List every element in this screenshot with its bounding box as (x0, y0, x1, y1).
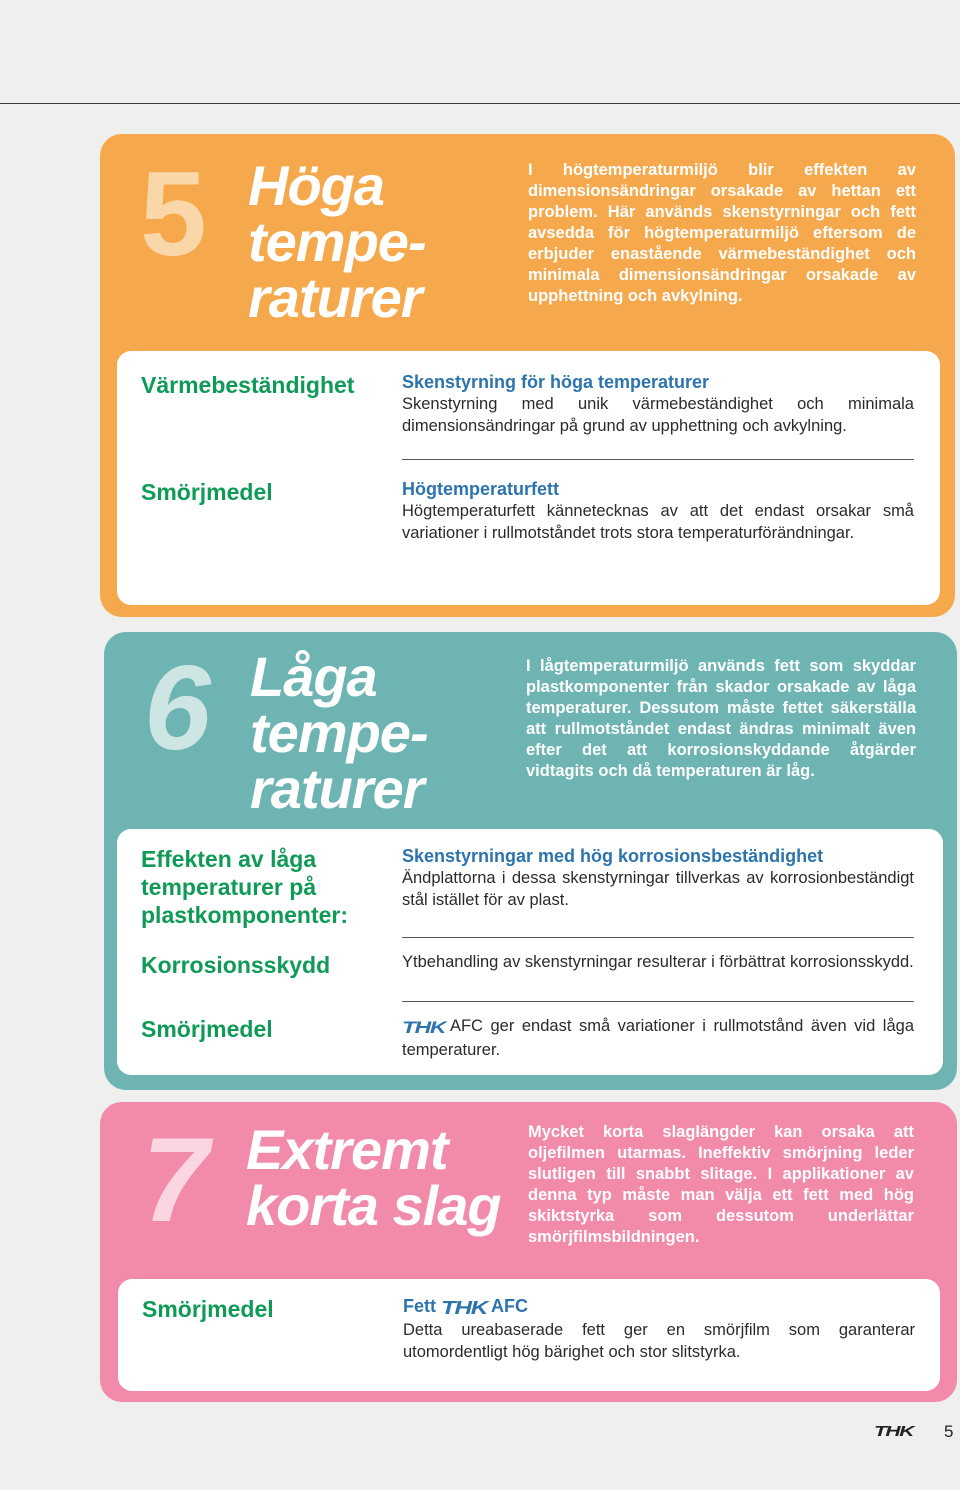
title-line: raturer (250, 757, 424, 820)
heading-post: AFC (491, 1296, 529, 1316)
row-text (402, 1015, 914, 1061)
thk-logo-icon: THK (441, 1298, 487, 1318)
heading-pre: Fett (403, 1296, 436, 1316)
row-text: Ändplattorna i dessa skenstyrningar tillverkas av korrosionbeständigt stål istället för av plast. (402, 869, 914, 909)
row-heading: Skenstyrningar med hög korrosionsbeständighet (402, 846, 824, 866)
divider (402, 459, 914, 460)
row-label: Effekten av låga temperaturer på plastkomponenter: (141, 846, 349, 928)
section-extremely-short-strokes (100, 1102, 957, 1402)
divider (402, 937, 914, 938)
title-line: Höga (248, 154, 384, 217)
divider (402, 1001, 914, 1002)
section-number: 5 (140, 147, 203, 281)
row-label: Smörjmedel (141, 1016, 273, 1042)
title-line: tempe- (248, 210, 426, 273)
row-label: Smörjmedel (141, 479, 273, 505)
row-body (402, 371, 914, 437)
info-card (117, 351, 940, 605)
row-body (402, 1015, 914, 1061)
row-body (402, 951, 914, 973)
title-line: Låga (250, 645, 377, 708)
section-intro: Mycket korta slaglängder kan orsaka att oljefilmen utarmas. Ineffektiv smörjning leder slutligen till snabbt slitage. I applikationer av denna typ måste man välja ett fett med hög skiktstyrka som dessutom underlättar smörjfilmsbildningen. (528, 1123, 914, 1246)
section-title (246, 1118, 501, 1237)
row-body (403, 1295, 915, 1363)
title-line: korta slag (246, 1174, 501, 1237)
row-text: Detta ureabaserade fett ger en smörjfilm som garanterar utomordentligt hög bärighet och stor slitstyrka. (403, 1321, 915, 1361)
section-title (248, 154, 426, 329)
row-label: Korrosionsskydd (141, 952, 331, 978)
section-low-temperatures (104, 632, 957, 1090)
row-heading: Skenstyrning för höga temperaturer (402, 372, 710, 392)
info-card (117, 829, 943, 1075)
row-text: Högtemperaturfett kännetecknas av att det endast orsakar små variationer i rullmotståndet trots stora temperaturförändningar. (402, 502, 914, 542)
section-intro: I högtemperaturmiljö blir effekten av dimensionsändringar orsakade av hettan ett problem. Här används skenstyrningar och fett avsedda för högtemperaturmiljö eftersom de erbjuder enastående värmebeständighet och minimala dimensionsändringar orsakade av upphettning och avkylning. (528, 161, 916, 305)
top-rule (0, 103, 960, 104)
title-line: Extremt (246, 1118, 448, 1181)
row-text-content: AFC ger endast små variationer i rullmotstånd även vid låga temperaturer. (402, 1017, 914, 1059)
row-heading (403, 1295, 915, 1319)
row-label: Värmebeständighet (141, 372, 355, 398)
row-heading: Högtemperaturfett (402, 479, 560, 499)
title-line: raturer (248, 266, 422, 329)
row-body (402, 845, 914, 911)
section-title (250, 645, 428, 820)
row-body (402, 478, 914, 544)
section-intro: I lågtemperaturmiljö används fett som skyddar plastkomponenter från skador orsakade av låga temperaturer. Dessutom måste fettet säkerställa att rullmotståndet endast ändras minimalt även efter det att korrosionskyddande åtgärder vidtagits och då temperaturen är låg. (526, 657, 916, 780)
page-number: 5 (944, 1422, 954, 1441)
info-card (118, 1279, 940, 1391)
thk-logo-icon: THK (402, 1018, 446, 1037)
row-text: Ytbehandling av skenstyrningar resulterar i förbättrat korrosionsskydd. (402, 953, 914, 971)
row-text: Skenstyrning med unik värmebeständighet och minimala dimensionsändringar på grund av upphettning och avkylning. (402, 395, 914, 435)
section-number: 7 (142, 1113, 205, 1247)
title-line: tempe- (250, 701, 428, 764)
thk-footer-logo-icon: THK (874, 1423, 913, 1440)
section-number: 6 (144, 641, 207, 775)
row-label: Smörjmedel (142, 1296, 274, 1322)
section-high-temperatures (100, 134, 955, 617)
